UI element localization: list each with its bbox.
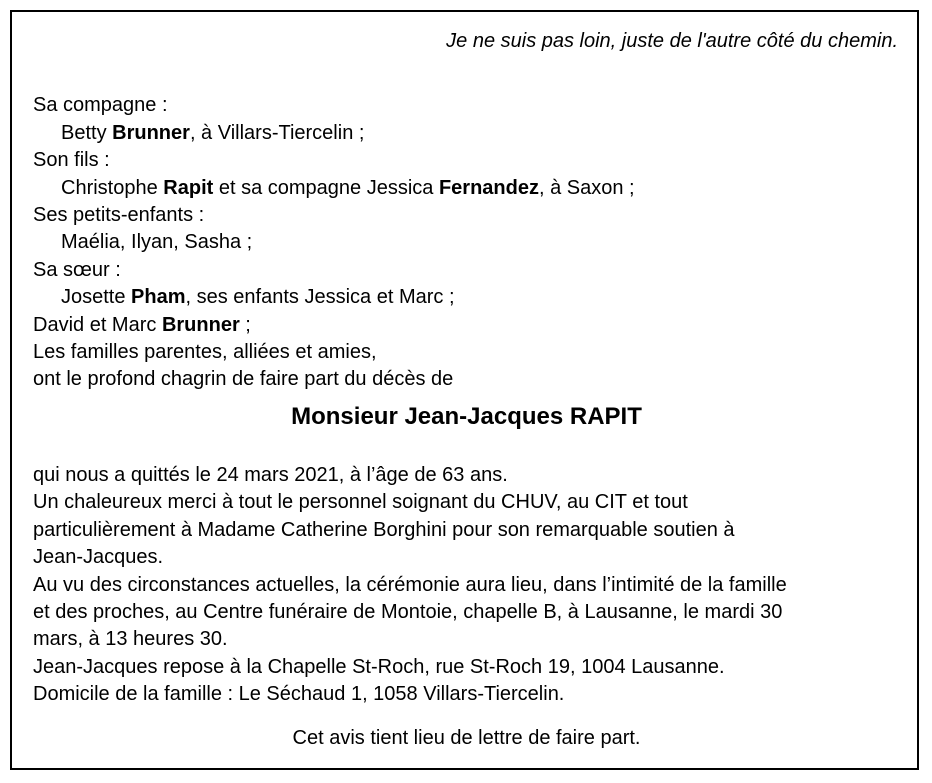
body-line: qui nous a quittés le 24 mars 2021, à l’âge de 63 ans. xyxy=(33,463,508,486)
family-line: Josette Pham, ses enfants Jessica et Marc ; xyxy=(61,286,455,309)
body-line: Domicile de la famille : Le Séchaud 1, 1058 Villars-Tiercelin. xyxy=(33,683,565,706)
body-line: et des proches, au Centre funéraire de Montoie, chapelle B, à Lausanne, le mardi 30 xyxy=(33,600,783,623)
announcement-body xyxy=(33,462,900,709)
family-line: David et Marc Brunner ; xyxy=(33,313,251,336)
deceased-name-title: Monsieur Jean-Jacques RAPIT xyxy=(291,402,642,430)
family-line: Sa sœur : xyxy=(33,258,121,281)
body-line: particulièrement à Madame Catherine Borghini pour son remarquable soutien à xyxy=(33,518,735,541)
closing-note: Cet avis tient lieu de lettre de faire part. xyxy=(292,726,641,749)
family-list xyxy=(33,92,900,393)
family-line: Son fils : xyxy=(33,149,110,172)
family-line: Maélia, Ilyan, Sasha ; xyxy=(61,231,253,254)
body-line: Jean-Jacques. xyxy=(33,546,164,569)
family-line: ont le profond chagrin de faire part du décès de xyxy=(33,368,454,391)
death-announcement-card xyxy=(10,10,919,770)
family-line: Les familles parentes, alliées et amies, xyxy=(33,341,377,364)
body-line: mars, à 13 heures 30. xyxy=(33,628,228,651)
family-line: Betty Brunner, à Villars-Tiercelin ; xyxy=(61,121,365,144)
body-line: Un chaleureux merci à tout le personnel soignant du CHUV, au CIT et tout xyxy=(33,491,688,514)
family-line: Sa compagne : xyxy=(33,94,168,117)
body-line: Jean-Jacques repose à la Chapelle St-Roch, rue St-Roch 19, 1004 Lausanne. xyxy=(33,655,725,678)
epitaph-quote: Je ne suis pas loin, juste de l'autre côté du chemin. xyxy=(446,30,898,52)
body-line: Au vu des circonstances actuelles, la cérémonie aura lieu, dans l’intimité de la famille xyxy=(33,573,787,596)
family-line: Christophe Rapit et sa compagne Jessica Fernandez, à Saxon ; xyxy=(61,176,635,199)
family-line: Ses petits-enfants : xyxy=(33,204,205,227)
